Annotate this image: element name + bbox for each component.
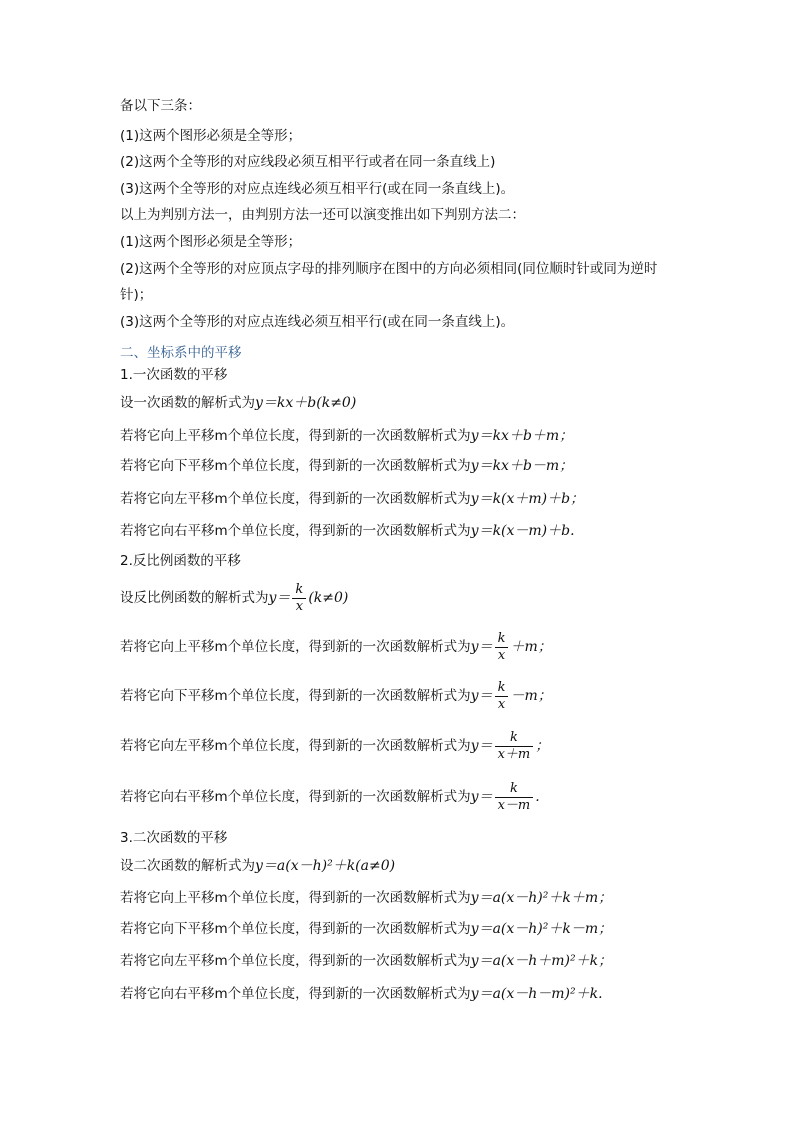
setup-text: 设一次函数的解析式为 — [120, 395, 255, 411]
text-line: 针)； — [120, 287, 153, 303]
translation-row — [120, 489, 714, 509]
row-text: 若将它向下平移m个单位长度，得到新的一次函数解析式为 — [120, 921, 471, 937]
setup-text: 设反比例函数的解析式为 — [120, 590, 269, 606]
translation-row — [120, 726, 714, 766]
formula-tail: ； — [535, 738, 550, 754]
translation-row — [120, 951, 714, 971]
formula-lhs: y＝ — [470, 688, 493, 704]
formula: y＝a(x－h)²＋k(a≠0) — [255, 858, 396, 874]
formula: y＝a(x－h)²＋k－m； — [470, 921, 613, 937]
formula: y＝kx＋b(k≠0) — [255, 395, 357, 411]
formula: y＝a(x－h＋m)²＋k； — [470, 953, 613, 969]
formula: y＝k(x－m)＋b. — [470, 523, 575, 539]
numerator: k — [497, 630, 506, 646]
formula: y＝kx＋b＋m； — [470, 428, 574, 444]
subsection-title: 1.一次函数的平移 — [120, 367, 228, 383]
setup-line — [120, 578, 714, 618]
text-line: (1)这两个图形必须是全等形； — [120, 128, 302, 144]
row-text: 若将它向左平移m个单位长度，得到新的一次函数解析式为 — [120, 953, 471, 969]
row-text: 若将它向右平移m个单位长度，得到新的一次函数解析式为 — [120, 789, 471, 805]
translation-row — [120, 521, 714, 541]
numerator: k — [509, 729, 518, 745]
text-line: (2)这两个全等形的对应线段必须互相平行或者在同一条直线上) — [120, 154, 496, 170]
text-line: 以上为判别方法一，由判别方法一还可以演变推出如下判别方法二： — [120, 207, 525, 223]
translation-row — [120, 777, 714, 817]
formula-tail: . — [535, 789, 540, 805]
numerator: k — [509, 780, 518, 796]
text-line: (1)这两个图形必须是全等形； — [120, 234, 302, 250]
denominator: x — [495, 647, 509, 664]
formula-lhs: y＝ — [470, 789, 493, 805]
formula-lhs: y＝ — [470, 738, 493, 754]
formula-tail: (k≠0) — [308, 590, 349, 606]
row-text: 若将它向左平移m个单位长度，得到新的一次函数解析式为 — [120, 491, 471, 507]
translation-row — [120, 426, 714, 446]
formula: y＝a(x－h)²＋k＋m； — [470, 890, 613, 906]
row-text: 若将它向右平移m个单位长度，得到新的一次函数解析式为 — [120, 986, 471, 1002]
fraction — [292, 582, 306, 615]
text-line: (3)这两个全等形的对应点连线必须互相平行(或在同一条直线上)。 — [120, 181, 515, 197]
row-text: 若将它向上平移m个单位长度，得到新的一次函数解析式为 — [120, 890, 471, 906]
translation-row — [120, 627, 714, 667]
denominator: x＋m — [495, 746, 534, 763]
setup-line — [120, 856, 714, 876]
fraction — [495, 631, 509, 664]
subsection-title: 3.二次函数的平移 — [120, 830, 228, 846]
formula: y＝k(x＋m)＋b； — [470, 491, 585, 507]
denominator: x — [495, 696, 509, 713]
translation-row — [120, 919, 714, 939]
section-heading: 二、坐标系中的平移 — [120, 345, 242, 361]
setup-text: 设二次函数的解析式为 — [120, 858, 255, 874]
formula-tail: ＋m； — [510, 639, 552, 655]
fraction — [495, 781, 534, 814]
row-text: 若将它向上平移m个单位长度，得到新的一次函数解析式为 — [120, 639, 471, 655]
text-line: (2)这两个全等形的对应顶点字母的排列顺序在图中的方向必须相同(同位顺时针或同为逆时 — [120, 261, 658, 277]
formula: y＝a(x－h－m)²＋k. — [470, 986, 603, 1002]
text-line: 备以下三条： — [120, 98, 201, 114]
subsection-title: 2.反比例函数的平移 — [120, 553, 241, 569]
row-text: 若将它向下平移m个单位长度，得到新的一次函数解析式为 — [120, 688, 471, 704]
translation-row — [120, 676, 714, 716]
row-text: 若将它向下平移m个单位长度，得到新的一次函数解析式为 — [120, 458, 471, 474]
formula-lhs: y＝ — [470, 639, 493, 655]
fraction — [495, 680, 509, 713]
text-line: (3)这两个全等形的对应点连线必须互相平行(或在同一条直线上)。 — [120, 314, 515, 330]
numerator: k — [497, 679, 506, 695]
row-text: 若将它向上平移m个单位长度，得到新的一次函数解析式为 — [120, 428, 471, 444]
translation-row — [120, 456, 714, 476]
fraction — [495, 730, 534, 763]
translation-row — [120, 888, 714, 908]
denominator: x－m — [495, 797, 534, 814]
row-text: 若将它向左平移m个单位长度，得到新的一次函数解析式为 — [120, 738, 471, 754]
formula-lhs: y＝ — [268, 590, 291, 606]
formula-tail: －m； — [510, 688, 552, 704]
denominator: x — [292, 598, 306, 615]
numerator: k — [295, 581, 304, 597]
translation-row — [120, 984, 714, 1004]
formula: y＝kx＋b－m； — [470, 458, 574, 474]
setup-line — [120, 393, 714, 413]
row-text: 若将它向右平移m个单位长度，得到新的一次函数解析式为 — [120, 523, 471, 539]
